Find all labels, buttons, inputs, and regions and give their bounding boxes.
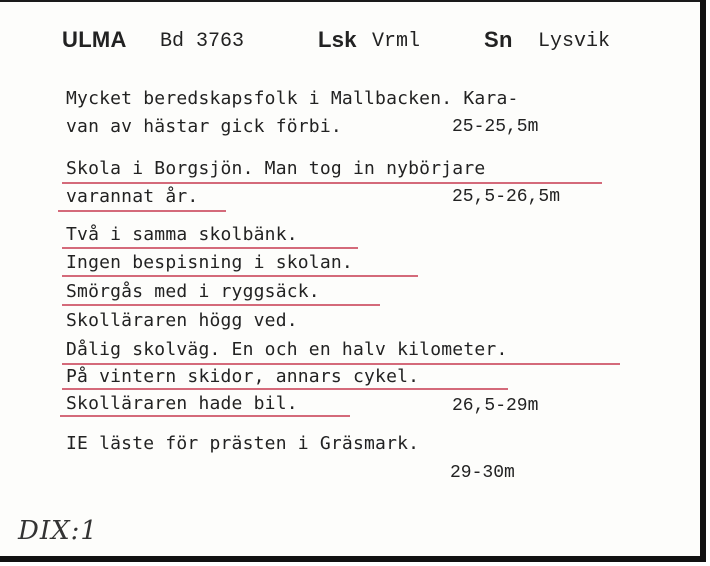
entry-line: Skolläraren hade bil. [66,393,298,414]
underline-mark [60,415,350,417]
underline-mark [62,304,380,306]
measurement: 25-25,5m [452,117,539,137]
entry-line: varannat år. [66,186,199,207]
entry-line: Dålig skolväg. En och en halv kilometer. [66,339,508,360]
underline-mark [58,210,226,212]
parish-label: Sn [484,27,513,52]
entry-line: På vintern skidor, annars cykel. [66,366,420,387]
underline-mark [62,275,418,277]
handwritten-note: DIX:1 [18,516,98,546]
underline-mark [62,363,620,365]
province-value: Vrml [372,30,421,53]
parish-value: Lysvik [538,30,611,53]
entry-line: IE läste för prästen i Gräsmark. [66,433,420,454]
entry-line: Skolläraren högg ved. [66,310,298,331]
entry-line: Två i samma skolbänk. [66,224,298,245]
card-header [0,27,700,59]
entry-line: Smörgås med i ryggsäck. [66,281,320,302]
volume-number: Bd 3763 [160,30,245,53]
underline-mark [62,388,508,390]
archive-name: ULMA [62,27,127,52]
entry-line: van av hästar gick förbi. [66,116,342,137]
province-label: Lsk [318,27,357,52]
entry-line: Ingen bespisning i skolan. [66,252,353,273]
entry-line: Skola i Borgsjön. Man tog in nybörjare [66,158,486,179]
measurement: 25,5-26,5m [452,187,561,207]
entry-line: Mycket beredskapsfolk i Mallbacken. Kara- [66,88,519,109]
underline-mark [62,247,358,249]
measurement: 26,5-29m [452,396,539,416]
underline-mark [62,182,602,184]
measurement: 29-30m [450,463,515,483]
